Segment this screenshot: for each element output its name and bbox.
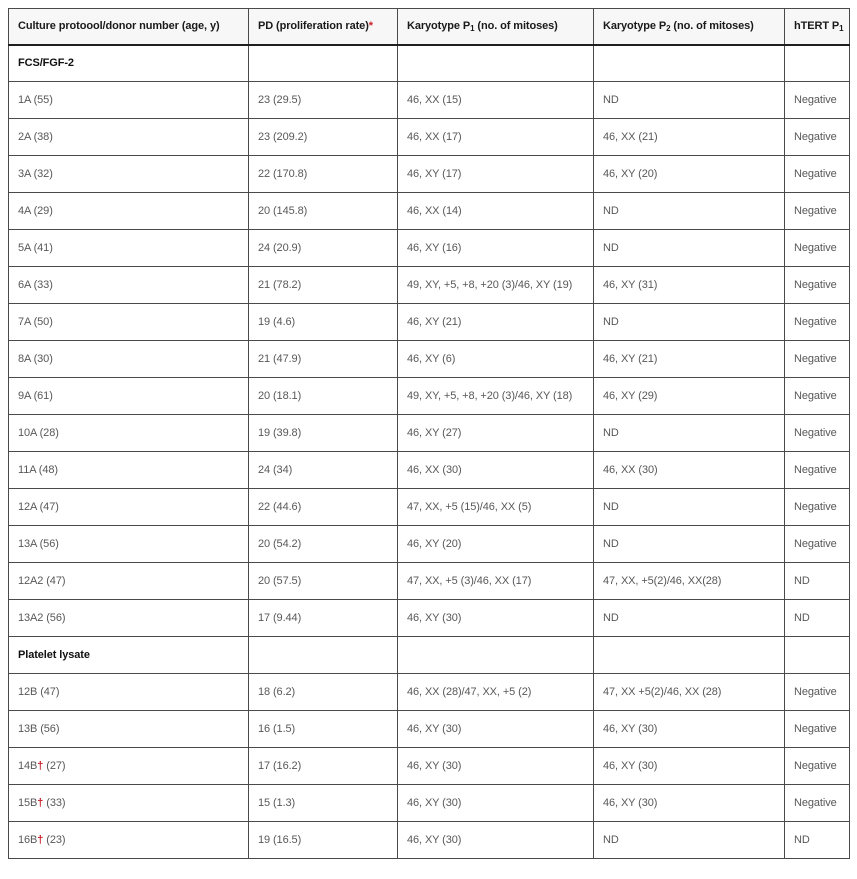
karyotype-p2-cell: 46, XY (20) xyxy=(594,156,785,193)
label-text: hTERT P xyxy=(794,20,840,33)
table-row xyxy=(9,156,850,193)
pd-cell: 19 (4.6) xyxy=(249,304,398,341)
table-row xyxy=(9,304,850,341)
donor-cell xyxy=(9,267,249,304)
karyotype-p1-cell: 47, XX, +5 (3)/46, XX (17) xyxy=(398,563,594,600)
pd-cell: 17 (9.44) xyxy=(249,600,398,637)
karyotype-p1-cell: 46, XY (30) xyxy=(398,822,594,859)
donor-number: 12B (47) xyxy=(18,686,60,698)
pd-cell: 18 (6.2) xyxy=(249,674,398,711)
footnote-marker: * xyxy=(368,20,373,33)
label-text: (no. of mitoses) xyxy=(670,20,754,33)
htert-cell: Negative xyxy=(785,304,850,341)
karyotype-p2-cell: 46, XY (29) xyxy=(594,378,785,415)
donor-number: 13B (56) xyxy=(18,723,60,735)
karyotype-p1-cell: 46, XY (20) xyxy=(398,526,594,563)
donor-number: 12A (47) xyxy=(18,501,59,513)
table-row xyxy=(9,82,850,119)
karyotype-p2-cell: 46, XX (21) xyxy=(594,119,785,156)
subscript-text: 2 xyxy=(666,24,671,34)
karyotype-p1-cell: 46, XY (27) xyxy=(398,415,594,452)
karyotype-p1-cell: 46, XX (30) xyxy=(398,452,594,489)
donor-number: 10A (28) xyxy=(18,427,59,439)
pd-cell: 22 (170.8) xyxy=(249,156,398,193)
htert-cell: Negative xyxy=(785,193,850,230)
donor-number: 13A (56) xyxy=(18,538,59,550)
karyotype-p2-cell: 46, XY (30) xyxy=(594,785,785,822)
table-row xyxy=(9,119,850,156)
dagger-marker: † xyxy=(37,797,44,809)
donor-cell xyxy=(9,711,249,748)
section-label: Platelet lysate xyxy=(9,637,249,674)
subscript-text: 1 xyxy=(839,24,844,34)
pd-cell: 22 (44.6) xyxy=(249,489,398,526)
karyotype-table xyxy=(8,8,850,859)
htert-cell: Negative xyxy=(785,341,850,378)
donor-number: 3A (32) xyxy=(18,168,53,180)
karyotype-p2-cell: 46, XY (30) xyxy=(594,711,785,748)
karyotype-p1-cell: 46, XY (30) xyxy=(398,711,594,748)
karyotype-p1-cell: 46, XY (17) xyxy=(398,156,594,193)
pd-cell: 24 (34) xyxy=(249,452,398,489)
donor-cell xyxy=(9,341,249,378)
donor-cell xyxy=(9,489,249,526)
table-row xyxy=(9,230,850,267)
donor-number: 8A (30) xyxy=(18,353,53,365)
donor-cell xyxy=(9,415,249,452)
table-row xyxy=(9,415,850,452)
karyotype-p1-cell: 46, XX (28)/47, XX, +5 (2) xyxy=(398,674,594,711)
karyotype-p2-cell: 47, XX +5(2)/46, XX (28) xyxy=(594,674,785,711)
pd-cell: 16 (1.5) xyxy=(249,711,398,748)
empty-cell xyxy=(785,637,850,674)
karyotype-p2-cell: 46, XY (21) xyxy=(594,341,785,378)
karyotype-p2-cell: ND xyxy=(594,230,785,267)
donor-number: 6A (33) xyxy=(18,279,53,291)
label-text: PD (proliferation rate) xyxy=(258,20,369,33)
section-label: FCS/FGF-2 xyxy=(9,45,249,82)
pd-cell: 19 (39.8) xyxy=(249,415,398,452)
pd-cell: 20 (18.1) xyxy=(249,378,398,415)
col-header-karyotype-p1 xyxy=(398,9,594,45)
empty-cell xyxy=(249,637,398,674)
donor-number: 16B xyxy=(18,834,38,846)
htert-cell: Negative xyxy=(785,526,850,563)
htert-cell: Negative xyxy=(785,378,850,415)
donor-cell xyxy=(9,378,249,415)
donor-cell xyxy=(9,785,249,822)
donor-number: 11A (48) xyxy=(18,464,58,476)
col-header-karyotype-p2 xyxy=(594,9,785,45)
donor-cell xyxy=(9,748,249,785)
karyotype-p2-cell: ND xyxy=(594,600,785,637)
htert-cell: Negative xyxy=(785,415,850,452)
htert-cell: Negative xyxy=(785,119,850,156)
donor-cell xyxy=(9,156,249,193)
table-row xyxy=(9,193,850,230)
karyotype-p1-cell: 46, XY (6) xyxy=(398,341,594,378)
donor-cell xyxy=(9,822,249,859)
table-row xyxy=(9,785,850,822)
htert-cell: Negative xyxy=(785,489,850,526)
table-row xyxy=(9,267,850,304)
karyotype-p2-cell: ND xyxy=(594,526,785,563)
karyotype-p1-cell: 49, XY, +5, +8, +20 (3)/46, XY (18) xyxy=(398,378,594,415)
donor-cell xyxy=(9,304,249,341)
table-row xyxy=(9,526,850,563)
karyotype-p2-cell: ND xyxy=(594,415,785,452)
pd-cell: 15 (1.3) xyxy=(249,785,398,822)
karyotype-p2-cell: 47, XX, +5(2)/46, XX(28) xyxy=(594,563,785,600)
pd-cell: 20 (145.8) xyxy=(249,193,398,230)
pd-cell: 21 (78.2) xyxy=(249,267,398,304)
pd-cell: 20 (57.5) xyxy=(249,563,398,600)
donor-number: 13A2 (56) xyxy=(18,612,66,624)
table-row xyxy=(9,452,850,489)
htert-cell: Negative xyxy=(785,711,850,748)
section-row xyxy=(9,45,850,82)
table-row xyxy=(9,822,850,859)
donor-age: (33) xyxy=(43,797,66,809)
karyotype-p2-cell: ND xyxy=(594,82,785,119)
empty-cell xyxy=(594,45,785,82)
karyotype-p1-cell: 46, XX (17) xyxy=(398,119,594,156)
col-header-pd xyxy=(249,9,398,45)
karyotype-p2-cell: ND xyxy=(594,822,785,859)
donor-cell xyxy=(9,230,249,267)
htert-cell: ND xyxy=(785,563,850,600)
pd-cell: 23 (29.5) xyxy=(249,82,398,119)
htert-cell: Negative xyxy=(785,82,850,119)
donor-number: 5A (41) xyxy=(18,242,53,254)
label-text: Karyotype P xyxy=(603,20,667,33)
table-header xyxy=(9,9,850,45)
table-body xyxy=(9,45,850,859)
label-text: (no. of mitoses) xyxy=(474,20,558,33)
htert-cell: Negative xyxy=(785,267,850,304)
donor-age: (23) xyxy=(43,834,66,846)
karyotype-p2-cell: 46, XY (30) xyxy=(594,748,785,785)
table-row xyxy=(9,378,850,415)
karyotype-p1-cell: 46, XY (30) xyxy=(398,785,594,822)
pd-cell: 20 (54.2) xyxy=(249,526,398,563)
donor-age: (27) xyxy=(43,760,66,772)
table-row xyxy=(9,748,850,785)
htert-cell: ND xyxy=(785,822,850,859)
header-row xyxy=(9,9,850,45)
table-row xyxy=(9,600,850,637)
section-row xyxy=(9,637,850,674)
donor-cell xyxy=(9,452,249,489)
htert-cell: Negative xyxy=(785,230,850,267)
htert-cell: Negative xyxy=(785,748,850,785)
karyotype-p2-cell: ND xyxy=(594,304,785,341)
karyotype-p1-cell: 46, XY (21) xyxy=(398,304,594,341)
donor-number: 12A2 (47) xyxy=(18,575,66,587)
pd-cell: 17 (16.2) xyxy=(249,748,398,785)
donor-number: 1A (55) xyxy=(18,94,53,106)
subscript-text: 1 xyxy=(470,24,475,34)
empty-cell xyxy=(594,637,785,674)
empty-cell xyxy=(398,45,594,82)
table-row xyxy=(9,711,850,748)
htert-cell: Negative xyxy=(785,156,850,193)
karyotype-p1-cell: 46, XX (15) xyxy=(398,82,594,119)
donor-number: 9A (61) xyxy=(18,390,53,402)
donor-cell xyxy=(9,674,249,711)
htert-cell: Negative xyxy=(785,452,850,489)
col-header-htert xyxy=(785,9,850,45)
label-text: Karyotype P xyxy=(407,20,471,33)
karyotype-p1-cell: 47, XX, +5 (15)/46, XX (5) xyxy=(398,489,594,526)
htert-cell: Negative xyxy=(785,674,850,711)
pd-cell: 21 (47.9) xyxy=(249,341,398,378)
karyotype-p1-cell: 46, XY (30) xyxy=(398,748,594,785)
dagger-marker: † xyxy=(37,760,44,772)
karyotype-p1-cell: 46, XX (14) xyxy=(398,193,594,230)
donor-cell xyxy=(9,526,249,563)
karyotype-p2-cell: 46, XX (30) xyxy=(594,452,785,489)
donor-cell xyxy=(9,563,249,600)
donor-number: 14B xyxy=(18,760,38,772)
donor-number: 7A (50) xyxy=(18,316,53,328)
karyotype-p1-cell: 46, XY (30) xyxy=(398,600,594,637)
empty-cell xyxy=(398,637,594,674)
donor-cell xyxy=(9,600,249,637)
karyotype-p1-cell: 46, XY (16) xyxy=(398,230,594,267)
table-row xyxy=(9,674,850,711)
htert-cell: ND xyxy=(785,600,850,637)
donor-cell xyxy=(9,82,249,119)
pd-cell: 19 (16.5) xyxy=(249,822,398,859)
donor-number: 4A (29) xyxy=(18,205,53,217)
dagger-marker: † xyxy=(37,834,44,846)
label-text: Culture protoool/donor number (age, y) xyxy=(18,20,220,33)
htert-cell: Negative xyxy=(785,785,850,822)
empty-cell xyxy=(785,45,850,82)
pd-cell: 24 (20.9) xyxy=(249,230,398,267)
table-row xyxy=(9,563,850,600)
donor-number: 2A (38) xyxy=(18,131,53,143)
karyotype-p2-cell: ND xyxy=(594,489,785,526)
karyotype-p2-cell: ND xyxy=(594,193,785,230)
table-row xyxy=(9,341,850,378)
karyotype-p1-cell: 49, XY, +5, +8, +20 (3)/46, XY (19) xyxy=(398,267,594,304)
table-row xyxy=(9,489,850,526)
karyotype-p2-cell: 46, XY (31) xyxy=(594,267,785,304)
col-header-culture-protocol xyxy=(9,9,249,45)
empty-cell xyxy=(249,45,398,82)
donor-cell xyxy=(9,193,249,230)
donor-cell xyxy=(9,119,249,156)
donor-number: 15B xyxy=(18,797,38,809)
pd-cell: 23 (209.2) xyxy=(249,119,398,156)
